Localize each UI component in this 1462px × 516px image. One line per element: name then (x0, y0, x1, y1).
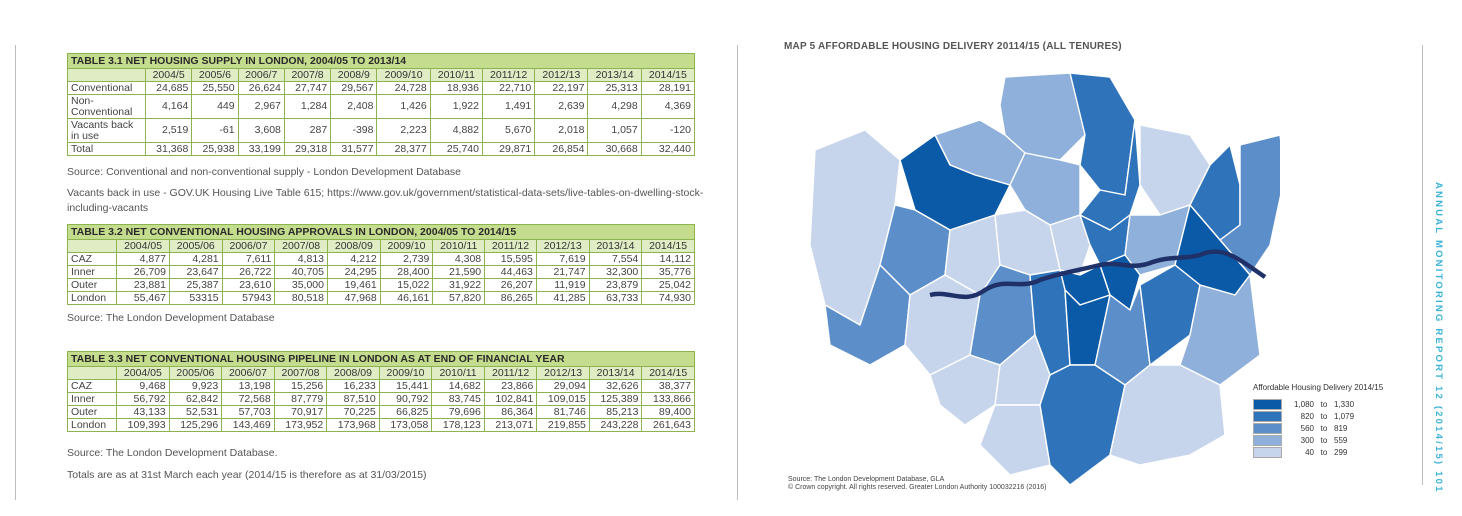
table-cell: 2,018 (535, 119, 588, 143)
table-cell: 41,285 (536, 292, 589, 305)
table-cell: 86,265 (485, 292, 537, 305)
table-cell: 4,212 (328, 253, 381, 266)
table-cell: 24,685 (146, 82, 192, 95)
table-cell: 243,228 (589, 419, 642, 432)
table-cell: 31,368 (146, 143, 192, 156)
table-cell: 26,722 (222, 266, 275, 279)
header-corner (68, 240, 117, 253)
table-cell: 72,568 (222, 393, 275, 406)
legend-swatch (1253, 399, 1282, 410)
table-cell: 9,468 (117, 380, 170, 393)
row-label: Conventional (68, 82, 146, 95)
table-header-row (68, 367, 695, 380)
table-cell: 22,710 (482, 82, 534, 95)
table-cell: 15,441 (379, 380, 432, 393)
table-cell: 43,133 (117, 406, 170, 419)
table-row (68, 82, 695, 95)
table-cell: 15,595 (485, 253, 537, 266)
table-cell: 2,639 (535, 95, 588, 119)
header-corner (68, 367, 117, 380)
table-row (68, 292, 695, 305)
table-cell: 23,610 (222, 279, 275, 292)
table-net-housing-supply (67, 53, 695, 156)
legend-high: 299 (1334, 447, 1348, 457)
table-cell: 5,670 (482, 119, 534, 143)
table-cell: 287 (284, 119, 330, 143)
map-source (788, 476, 1046, 492)
table-cell: 66,825 (379, 406, 432, 419)
left-margin-rule (15, 45, 16, 500)
table-row (68, 266, 695, 279)
column-header: 2009/10 (379, 367, 432, 380)
column-header: 2008/9 (331, 69, 377, 82)
column-header: 2006/7 (238, 69, 284, 82)
column-header: 2004/05 (117, 240, 170, 253)
table-cell: 133,866 (642, 393, 695, 406)
table-cell: 2,223 (377, 119, 430, 143)
table-cell: 16,233 (327, 380, 380, 393)
table-cell: 55,467 (117, 292, 170, 305)
table-cell: 35,000 (275, 279, 328, 292)
table-cell: 15,256 (274, 380, 327, 393)
table-row (68, 119, 695, 143)
table-cell: 23,647 (169, 266, 222, 279)
column-header: 2007/08 (275, 240, 328, 253)
table-cell: 173,968 (327, 419, 380, 432)
table-row (68, 253, 695, 266)
table-row (68, 279, 695, 292)
table-cell: -120 (641, 119, 694, 143)
table-cell: 44,463 (485, 266, 537, 279)
table-cell: 57943 (222, 292, 275, 305)
table-title: TABLE 3.2 NET CONVENTIONAL HOUSING APPROVALS IN LONDON, 2004/05 TO 2014/15 (67, 224, 695, 239)
column-header: 2011/12 (485, 240, 537, 253)
table-cell: 125,389 (589, 393, 642, 406)
table-row (68, 419, 695, 432)
table-cell: 28,191 (641, 82, 694, 95)
borough-croydon (1040, 365, 1125, 485)
legend-high: 1,079 (1334, 411, 1355, 421)
table-cell: 83,745 (432, 393, 485, 406)
column-header: 2004/05 (117, 367, 170, 380)
table-cell: 24,728 (377, 82, 430, 95)
table-cell: 31,922 (433, 279, 485, 292)
table-cell: 1,057 (588, 119, 641, 143)
table-header-row (68, 240, 695, 253)
column-header: 2012/13 (537, 367, 590, 380)
column-header: 2007/08 (274, 367, 327, 380)
legend-low: 560 (1300, 423, 1314, 433)
table-cell: 56,792 (117, 393, 170, 406)
table-cell: 19,461 (328, 279, 381, 292)
row-label: Vacants back in use (68, 119, 146, 143)
table-row (68, 393, 695, 406)
table-cell: 449 (192, 95, 238, 119)
table-cell: 86,364 (484, 406, 537, 419)
table-cell: 70,225 (327, 406, 380, 419)
row-label: Inner (68, 393, 117, 406)
table-cell: 4,164 (146, 95, 192, 119)
borough-sutton (980, 405, 1050, 475)
table-cell: 90,792 (379, 393, 432, 406)
column-header: 2012/13 (535, 69, 588, 82)
table-body (68, 380, 695, 432)
column-header: 2009/10 (380, 240, 433, 253)
legend-title: Affordable Housing Delivery 2014/15 (1253, 383, 1384, 392)
legend-high: 1,330 (1334, 399, 1355, 409)
table3-source-note: Source: The London Development Database. (67, 447, 278, 459)
table-cell: 2,739 (380, 253, 433, 266)
table-cell: 11,919 (536, 279, 589, 292)
table-cell: 4,813 (275, 253, 328, 266)
table-cell: 7,619 (536, 253, 589, 266)
right-margin-rule (1422, 45, 1423, 485)
table-cell: 18,936 (430, 82, 482, 95)
table-cell: 23,866 (484, 380, 537, 393)
table-cell: 21,590 (433, 266, 485, 279)
map-source-line: Source: The London Development Database, GLA (788, 476, 945, 483)
legend-item (1253, 434, 1383, 446)
table-cell: 1,284 (284, 95, 330, 119)
table1-source-note: Source: Conventional and non-conventional supply - London Development Database (67, 166, 462, 178)
row-label: Outer (68, 406, 117, 419)
table-cell: 9,923 (169, 380, 222, 393)
column-header: 2010/11 (433, 240, 485, 253)
table-cell: 26,624 (238, 82, 284, 95)
table-cell: 21,747 (536, 266, 589, 279)
legend-high: 559 (1334, 435, 1348, 445)
table-row (68, 406, 695, 419)
table-cell: 23,881 (117, 279, 170, 292)
table-cell: 125,296 (169, 419, 222, 432)
legend-low: 820 (1300, 411, 1314, 421)
table-cell: 47,968 (328, 292, 381, 305)
column-header: 2010/11 (430, 69, 482, 82)
table-cell: 32,440 (641, 143, 694, 156)
table-cell: 4,882 (430, 119, 482, 143)
legend-to: to (1320, 411, 1328, 421)
table-cell: 14,682 (432, 380, 485, 393)
legend-item (1253, 446, 1383, 458)
table-cell: 23,879 (589, 279, 642, 292)
table-cell: 109,393 (117, 419, 170, 432)
table-cell: 35,776 (642, 266, 695, 279)
table-cell: 15,022 (380, 279, 433, 292)
map-title: MAP 5 AFFORDABLE HOUSING DELIVERY 20114/15 (ALL TENURES) (784, 41, 1122, 52)
row-label: Non-Conventional (68, 95, 146, 119)
legend-swatch (1253, 435, 1282, 446)
table-cell: 38,377 (642, 380, 695, 393)
table-cell: 74,930 (642, 292, 695, 305)
table-cell: 63,733 (589, 292, 642, 305)
table-cell: 26,854 (535, 143, 588, 156)
column-header: 2012/13 (536, 240, 589, 253)
table-cell: 85,213 (589, 406, 642, 419)
table-cell: 29,871 (482, 143, 534, 156)
page-divider (737, 45, 738, 500)
table-housing-pipeline (67, 351, 695, 432)
table-cell: 7,611 (222, 253, 275, 266)
table-cell: 143,469 (222, 419, 275, 432)
table-cell: 2,967 (238, 95, 284, 119)
table-cell: 32,300 (589, 266, 642, 279)
table-cell: 27,747 (284, 82, 330, 95)
legend-high: 819 (1334, 423, 1348, 433)
table-cell: 2,408 (331, 95, 377, 119)
table-cell: 1,426 (377, 95, 430, 119)
table-body (68, 82, 695, 156)
table-cell: 57,820 (433, 292, 485, 305)
table-cell: 26,709 (117, 266, 170, 279)
table-cell: 219,855 (537, 419, 590, 432)
table-cell: 25,740 (430, 143, 482, 156)
column-header: 2014/15 (642, 367, 695, 380)
table-cell: -398 (331, 119, 377, 143)
table-cell: 87,510 (327, 393, 380, 406)
table-cell: 261,643 (642, 419, 695, 432)
table-cell: 52,531 (169, 406, 222, 419)
table-cell: 87,779 (274, 393, 327, 406)
row-label: Total (68, 143, 146, 156)
running-header-vertical: ANNUAL MONITORING REPORT 12 (2014/15) 101 (1433, 182, 1444, 494)
table-cell: 4,281 (169, 253, 222, 266)
map-legend (1253, 383, 1383, 458)
column-header: 2013/14 (588, 69, 641, 82)
table-cell: 173,058 (379, 419, 432, 432)
table-cell: 70,917 (274, 406, 327, 419)
row-label: CAZ (68, 380, 117, 393)
table-cell: 28,400 (380, 266, 433, 279)
column-header: 2004/5 (146, 69, 192, 82)
totals-note: Totals are as at 31st March each year (2014/15 is therefore as at 31/03/2015) (67, 469, 427, 481)
table-cell: 13,198 (222, 380, 275, 393)
table-cell: 109,015 (537, 393, 590, 406)
table-cell: 4,298 (588, 95, 641, 119)
table-housing-approvals (67, 224, 695, 305)
column-header: 2005/06 (169, 240, 222, 253)
table-cell: 30,668 (588, 143, 641, 156)
legend-to: to (1320, 447, 1328, 457)
table-row (68, 380, 695, 393)
table-cell: 57,703 (222, 406, 275, 419)
legend-swatch (1253, 411, 1282, 422)
table-cell: 33,199 (238, 143, 284, 156)
table-cell: 173,952 (274, 419, 327, 432)
table-cell: 32,626 (589, 380, 642, 393)
table-cell: 24,295 (328, 266, 381, 279)
table-title: TABLE 3.1 NET HOUSING SUPPLY IN LONDON, 2004/05 TO 2013/14 (67, 53, 695, 68)
row-label: Outer (68, 279, 117, 292)
table-cell: 4,308 (433, 253, 485, 266)
table-cell: 29,094 (537, 380, 590, 393)
header-corner (68, 69, 146, 82)
table-header-row (68, 69, 695, 82)
row-label: CAZ (68, 253, 117, 266)
table-body (68, 253, 695, 305)
table-cell: 3,608 (238, 119, 284, 143)
column-header: 2011/12 (484, 367, 537, 380)
table-cell: 28,377 (377, 143, 430, 156)
legend-item (1253, 422, 1383, 434)
table-cell: 1,922 (430, 95, 482, 119)
legend-swatch (1253, 423, 1282, 434)
table-cell: 22,197 (535, 82, 588, 95)
legend-item (1253, 410, 1383, 422)
legend-low: 300 (1300, 435, 1314, 445)
table-cell: 25,387 (169, 279, 222, 292)
column-header: 2011/12 (482, 69, 534, 82)
table-cell: 40,705 (275, 266, 328, 279)
table1-vacants-note: Vacants back in use - GOV.UK Housing Live Table 615; https://www.gov.uk/government/statistical-data-sets/live-tables-on-dwelling-stock-including-vacants (67, 187, 704, 214)
table-cell: 7,554 (589, 253, 642, 266)
column-header: 2013/14 (589, 240, 642, 253)
column-header: 2006/07 (222, 240, 275, 253)
legend-to: to (1320, 399, 1328, 409)
column-header: 2008/09 (328, 240, 381, 253)
table-cell: 29,318 (284, 143, 330, 156)
column-header: 2009/10 (377, 69, 430, 82)
table-cell: 213,071 (484, 419, 537, 432)
table-cell: 89,400 (642, 406, 695, 419)
london-boroughs-map (780, 65, 1280, 485)
table-cell: 178,123 (432, 419, 485, 432)
table-cell: 46,161 (380, 292, 433, 305)
table-cell: 31,577 (331, 143, 377, 156)
legend-low: 1,080 (1293, 399, 1314, 409)
column-header: 2010/11 (432, 367, 485, 380)
table-cell: 29,567 (331, 82, 377, 95)
legend-to: to (1320, 435, 1328, 445)
table-cell: 25,938 (192, 143, 238, 156)
legend-to: to (1320, 423, 1328, 433)
column-header: 2006/07 (222, 367, 275, 380)
column-header: 2014/15 (642, 240, 695, 253)
map-copyright-line: © Crown copyright. All rights reserved. Greater London Authority 100032216 (2016) (788, 484, 1047, 491)
column-header: 2013/14 (589, 367, 642, 380)
table-cell: 25,042 (642, 279, 695, 292)
table-cell: 14,112 (642, 253, 695, 266)
table-row (68, 143, 695, 156)
table-cell: 25,313 (588, 82, 641, 95)
legend-swatch (1253, 447, 1282, 458)
row-label: London (68, 292, 117, 305)
table-cell: 102,841 (484, 393, 537, 406)
table-cell: 4,369 (641, 95, 694, 119)
table-title: TABLE 3.3 NET CONVENTIONAL HOUSING PIPELINE IN LONDON AS AT END OF FINANCIAL YEAR (67, 351, 695, 366)
table-cell: -61 (192, 119, 238, 143)
table-cell: 53315 (169, 292, 222, 305)
column-header: 2007/8 (284, 69, 330, 82)
table-cell: 2,519 (146, 119, 192, 143)
legend-low: 40 (1305, 447, 1314, 457)
legend-item (1253, 398, 1383, 410)
column-header: 2014/15 (641, 69, 694, 82)
table-cell: 81,746 (537, 406, 590, 419)
table2-source-note: Source: The London Development Database (67, 312, 275, 324)
row-label: London (68, 419, 117, 432)
column-header: 2005/6 (192, 69, 238, 82)
table-cell: 1,491 (482, 95, 534, 119)
table-cell: 4,877 (117, 253, 170, 266)
column-header: 2005/06 (169, 367, 222, 380)
table-row (68, 95, 695, 119)
table-cell: 25,550 (192, 82, 238, 95)
column-header: 2008/09 (327, 367, 380, 380)
row-label: Inner (68, 266, 117, 279)
table-cell: 62,842 (169, 393, 222, 406)
table-cell: 26,207 (485, 279, 537, 292)
table-cell: 80,518 (275, 292, 328, 305)
table-cell: 79,696 (432, 406, 485, 419)
